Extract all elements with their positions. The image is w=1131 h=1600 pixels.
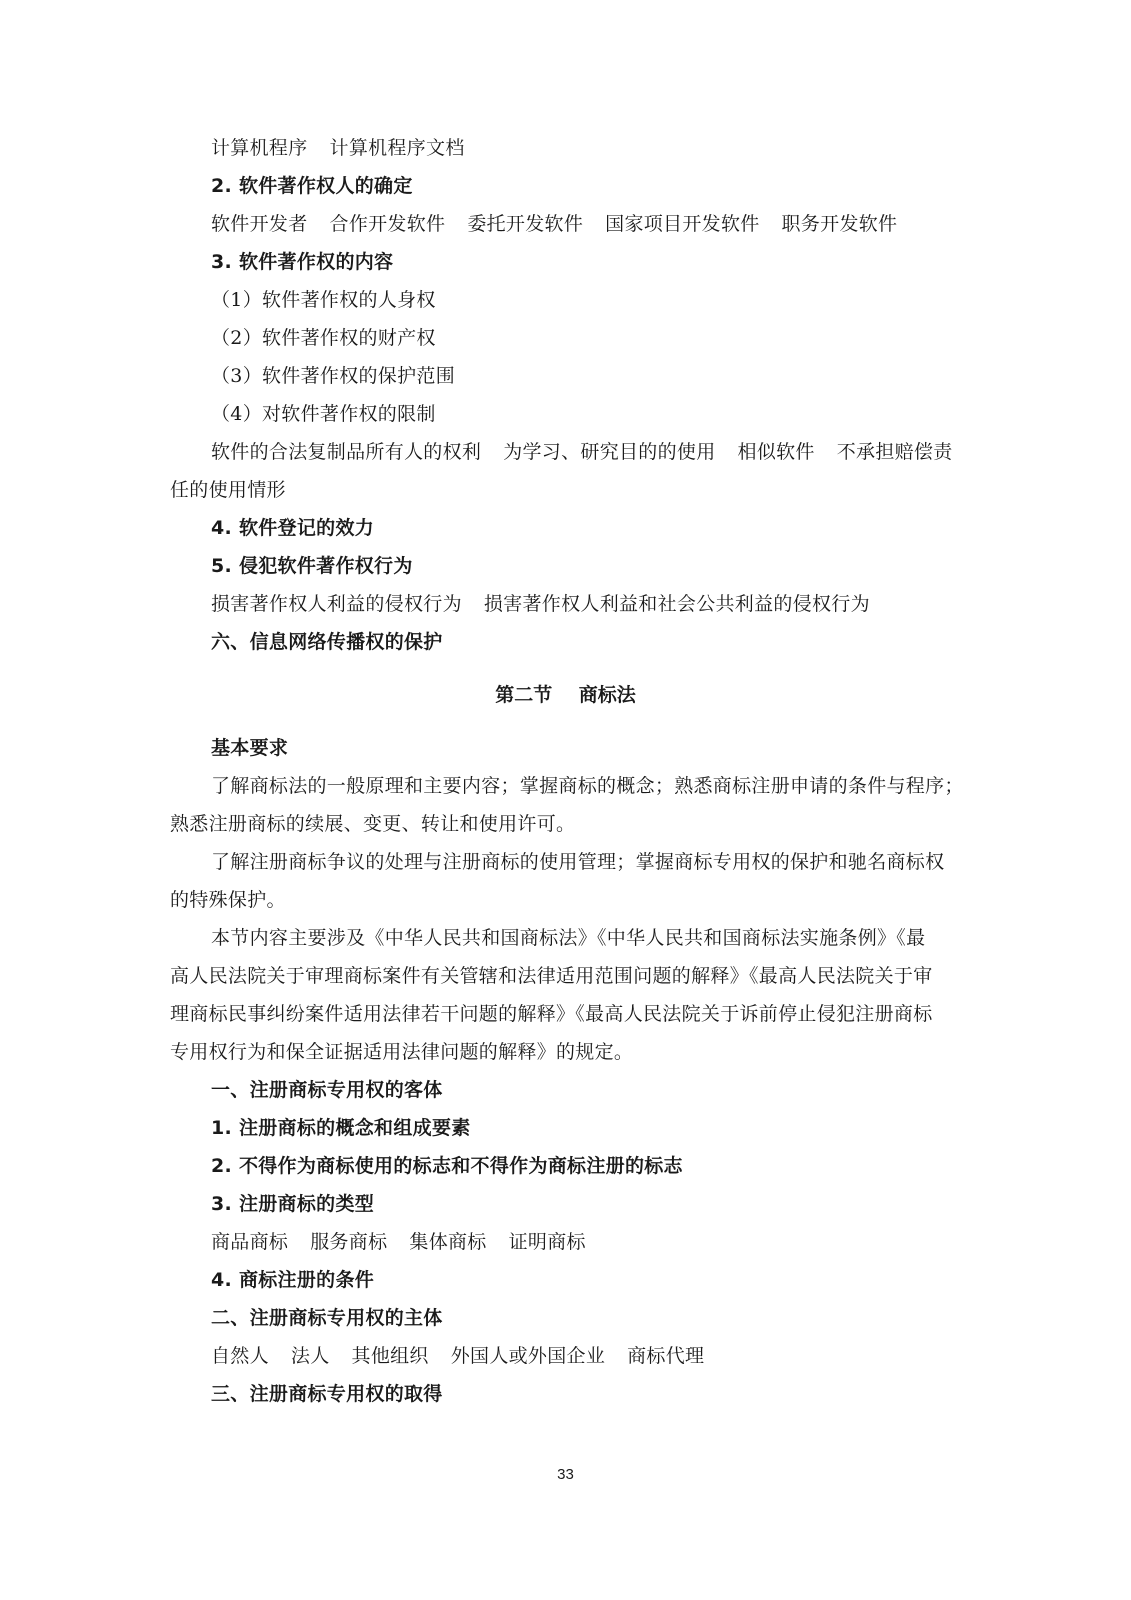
subheading-software-copyright-owner: 2. 软件著作权人的确定: [211, 175, 413, 197]
section-title: 第二节 商标法: [495, 684, 636, 706]
term-legal-person: 法人: [290, 1345, 330, 1367]
paragraph-1-line-1: 了解商标法的一般原理和主要内容；掌握商标的概念；熟悉商标注册申请的条件与程序；: [211, 775, 964, 797]
term-employment-development: 职务开发软件: [781, 213, 898, 235]
term-foreigner: 外国人或外国企业: [450, 1345, 606, 1367]
term-computer-program: 计算机程序: [211, 137, 308, 159]
term-collective-trademark: 集体商标: [409, 1231, 487, 1253]
term-no-compensation: 不承担赔偿责: [836, 441, 953, 463]
term-developer: 软件开发者: [211, 213, 308, 235]
subheading-registration-effect: 4. 软件登记的效力: [211, 517, 375, 539]
term-infringement-public: 损害著作权人利益和社会公共利益的侵权行为: [483, 593, 870, 615]
line-infringement-types: [211, 592, 961, 616]
term-goods-trademark: 商品商标: [211, 1231, 289, 1253]
term-trademark-agency: 商标代理: [627, 1345, 705, 1367]
line-subjects: [211, 1344, 961, 1368]
term-similar-software: 相似软件: [737, 441, 815, 463]
term-lawful-copy-owner-rights: 软件的合法复制品所有人的权利: [211, 441, 482, 463]
subheading-prohibited-signs: 2. 不得作为商标使用的标志和不得作为商标注册的标志: [211, 1155, 683, 1177]
heading-network-dissemination: 六、信息网络传播权的保护: [211, 631, 443, 653]
term-infringement-owner: 损害著作权人利益的侵权行为: [211, 593, 462, 615]
line-software-objects: [211, 136, 961, 160]
term-certification-trademark: 证明商标: [508, 1231, 586, 1253]
paragraph-3-line-3: 理商标民事纠纷案件适用法律若干问题的解释》《最高人民法院关于诉前停止侵犯注册商标: [170, 1003, 933, 1025]
subheading-infringement: 5. 侵犯软件著作权行为: [211, 555, 413, 577]
heading-two-subject: 二、注册商标专用权的主体: [211, 1307, 443, 1329]
term-other-organization: 其他组织: [351, 1345, 429, 1367]
list-item-property-rights: （2）软件著作权的财产权: [211, 327, 436, 349]
list-item-personal-rights: （1）软件著作权的人身权: [211, 289, 436, 311]
term-state-project-development: 国家项目开发软件: [605, 213, 760, 235]
subheading-concept-elements: 1. 注册商标的概念和组成要素: [211, 1117, 471, 1139]
term-cooperative-development: 合作开发软件: [329, 213, 446, 235]
heading-three-acquisition: 三、注册商标专用权的取得: [211, 1383, 443, 1405]
subheading-trademark-types: 3. 注册商标的类型: [211, 1193, 375, 1215]
term-commissioned-development: 委托开发软件: [467, 213, 584, 235]
page-number: 33: [557, 1466, 574, 1483]
heading-basic-requirements: 基本要求: [211, 737, 289, 759]
term-program-documents: 计算机程序文档: [329, 137, 465, 159]
subheading-software-copyright-content: 3. 软件著作权的内容: [211, 251, 394, 273]
paragraph-1-line-2: 熟悉注册商标的续展、变更、转让和使用许可。: [170, 813, 576, 835]
line-software-developers: [211, 212, 961, 236]
heading-one-object: 一、注册商标专用权的客体: [211, 1079, 443, 1101]
paragraph-2-line-2: 的特殊保护。: [170, 889, 286, 911]
line-trademark-types: [211, 1230, 961, 1254]
paragraph-3-line-1: 本节内容主要涉及《中华人民共和国商标法》《中华人民共和国商标法实施条例》《最: [211, 927, 926, 949]
term-service-trademark: 服务商标: [310, 1231, 388, 1253]
list-item-protection-scope: （3）软件著作权的保护范围: [211, 365, 455, 387]
line-limitation-types: [211, 440, 961, 464]
paragraph-3-line-4: 专用权行为和保全证据适用法律问题的解释》的规定。: [170, 1041, 634, 1063]
paragraph-3-line-2: 高人民法院关于审理商标案件有关管辖和法律适用范围问题的解释》《最高人民法院关于审: [170, 965, 933, 987]
line-limitation-continued: 任的使用情形: [170, 479, 286, 501]
list-item-limitations: （4）对软件著作权的限制: [211, 403, 436, 425]
term-natural-person: 自然人: [211, 1345, 269, 1367]
term-study-research-use: 为学习、研究目的的使用: [503, 441, 716, 463]
subheading-registration-conditions: 4. 商标注册的条件: [211, 1269, 375, 1291]
paragraph-2-line-1: 了解注册商标争议的处理与注册商标的使用管理；掌握商标专用权的保护和驰名商标权: [211, 851, 945, 873]
